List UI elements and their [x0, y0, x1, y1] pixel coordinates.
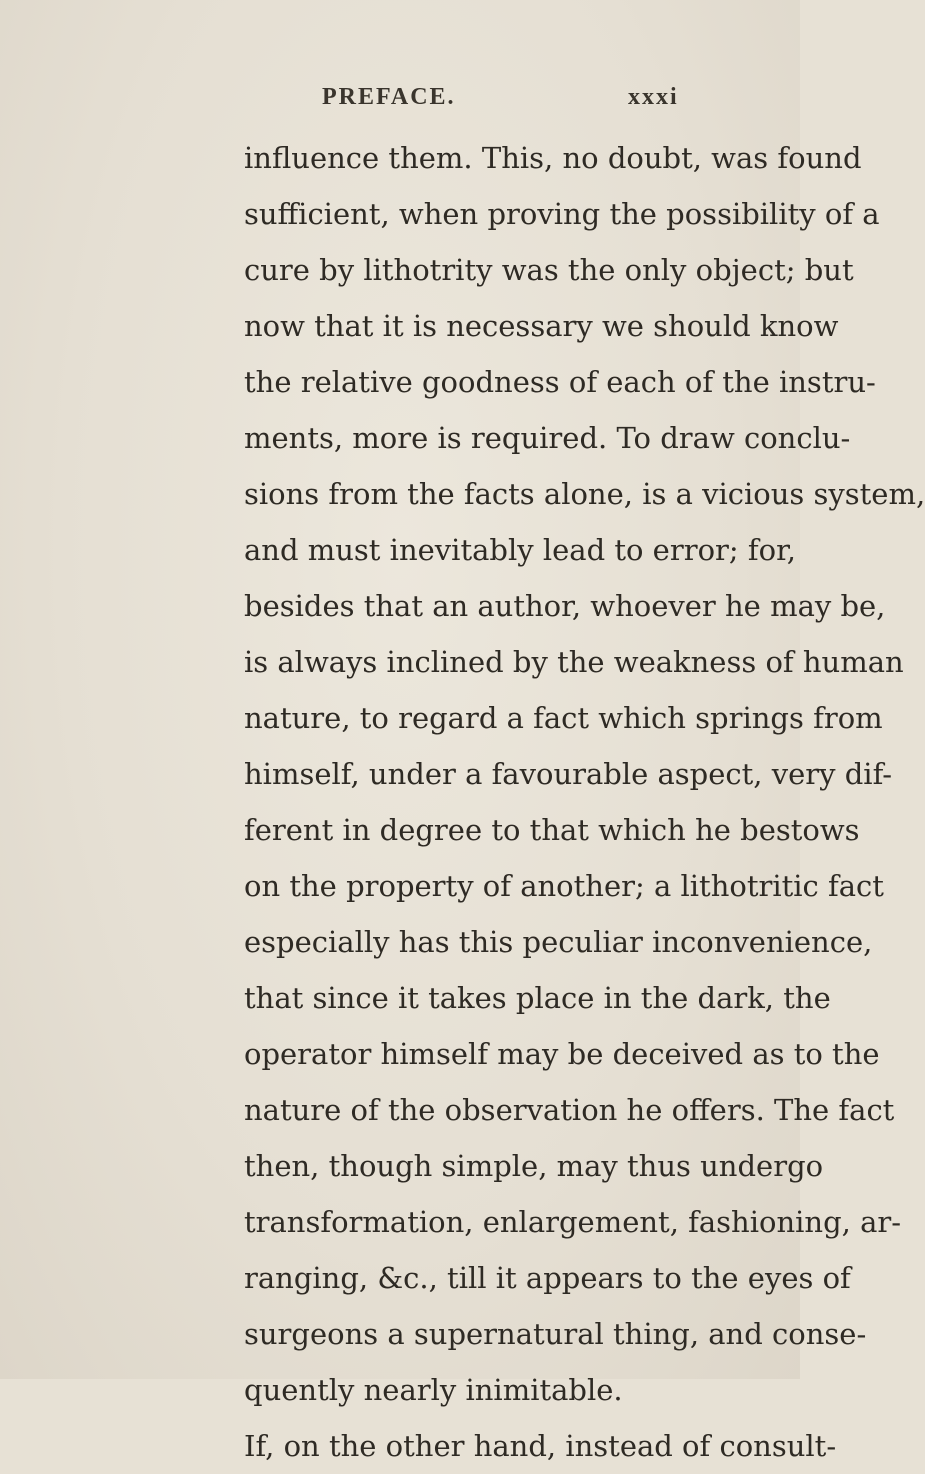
text-line: If, on the other hand, instead of consult-: [244, 1429, 837, 1463]
text-line: operator himself may be deceived as to the: [244, 1037, 880, 1071]
text-line: that since it takes place in the dark, the: [244, 981, 831, 1015]
text-line: besides that an author, whoever he may be,: [244, 589, 886, 623]
text-line: himself, under a favourable aspect, very dif-: [244, 757, 893, 791]
text-line: quently nearly inimitable.: [244, 1373, 623, 1407]
text-line: nature, to regard a fact which springs from: [244, 701, 883, 735]
text-line: now that it is necessary we should know: [244, 309, 839, 343]
text-line: ments, more is required. To draw conclu-: [244, 421, 851, 455]
text-line: sions from the facts alone, is a vicious system,: [244, 477, 925, 511]
text-line: transformation, enlargement, fashioning, ar-: [244, 1205, 902, 1239]
text-line: then, though simple, may thus undergo: [244, 1149, 824, 1183]
text-line: influence them. This, no doubt, was found: [244, 141, 862, 175]
text-line: is always inclined by the weakness of human: [244, 645, 904, 679]
running-title: PREFACE.: [322, 84, 456, 110]
text-line: and must inevitably lead to error; for,: [244, 533, 796, 567]
text-line: ranging, &c., till it appears to the eyes of: [244, 1261, 851, 1295]
running-head: [0, 84, 800, 118]
page-number: xxxi: [628, 84, 679, 110]
text-line: nature of the observation he offers. The fact: [244, 1093, 895, 1127]
text-line: ferent in degree to that which he bestows: [244, 813, 860, 847]
text-line: the relative goodness of each of the instru-: [244, 365, 876, 399]
text-line: cure by lithotrity was the only object; but: [244, 253, 854, 287]
text-line: surgeons a supernatural thing, and conse-: [244, 1317, 867, 1351]
text-line: on the property of another; a lithotritic fact: [244, 869, 884, 903]
text-line: especially has this peculiar inconvenience,: [244, 925, 873, 959]
text-line: sufficient, when proving the possibility of a: [244, 197, 880, 231]
